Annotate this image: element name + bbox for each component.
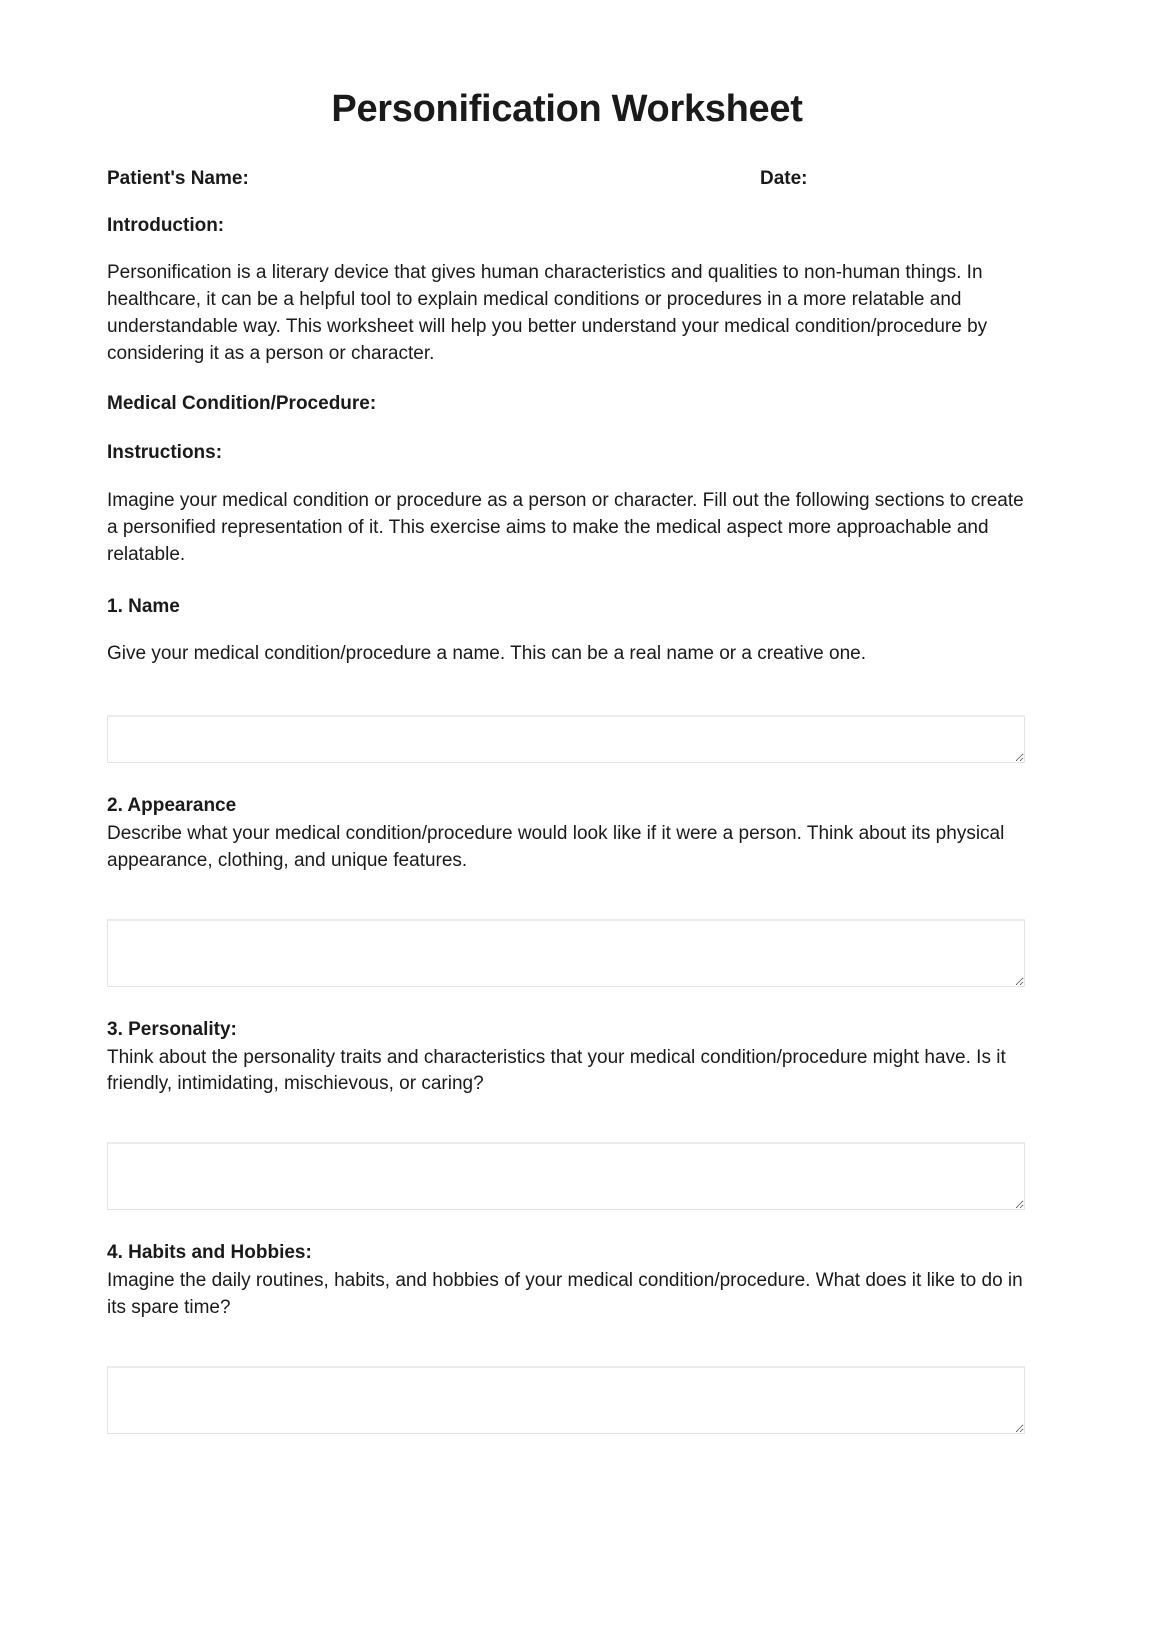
- introduction-heading: Introduction:: [107, 214, 225, 236]
- answer-field-habits-and-hobbies[interactable]: [107, 1366, 1025, 1434]
- introduction-text: Personification is a literary device that gives human characteristics and qualities to non-human things. In healthcare, it can be a helpful tool to explain medical conditions or procedures in a more relatable and understandable way. This worksheet will help you better understand your medical condition/procedure by considering it as a person or character.: [107, 262, 988, 365]
- page-title: Personification Worksheet: [331, 88, 803, 130]
- answer-field-name[interactable]: [107, 715, 1025, 763]
- answer-field-appearance[interactable]: [107, 919, 1025, 987]
- instructions-text: Imagine your medical condition or procedure as a person or character. Fill out the following sections to create a personified representation of it. This exercise aims to make the medical aspect more approachable and relatable.: [107, 489, 1024, 565]
- section-title-personality: 3. Personality:: [107, 1018, 237, 1040]
- instructions-heading: Instructions:: [107, 441, 223, 463]
- section-title-appearance: 2. Appearance: [107, 795, 237, 817]
- section-description-name: Give your medical condition/procedure a name. This can be a real name or a creative one.: [107, 643, 867, 665]
- patient-name-label: Patient's Name:: [107, 167, 249, 189]
- answer-field-personality[interactable]: [107, 1142, 1025, 1210]
- medical-condition-heading: Medical Condition/Procedure:: [107, 393, 377, 415]
- section-description-appearance: Describe what your medical condition/procedure would look like if it were a person. Think about its physical appearance, clothing, and unique features.: [107, 822, 1005, 871]
- patient-meta-row: [107, 168, 1027, 190]
- section-title-name: 1. Name: [107, 595, 180, 617]
- section-description-habits-and-hobbies: Imagine the daily routines, habits, and hobbies of your medical condition/procedure. What does it like to do in its spare time?: [107, 1270, 1023, 1319]
- worksheet-content: [107, 0, 1027, 1439]
- section-title-habits-and-hobbies: 4. Habits and Hobbies:: [107, 1242, 312, 1264]
- date-label: Date:: [760, 167, 808, 189]
- section-description-personality: Think about the personality traits and characteristics that your medical condition/procedure might have. Is it friendly, intimidating, mischievous, or caring?: [107, 1046, 1006, 1095]
